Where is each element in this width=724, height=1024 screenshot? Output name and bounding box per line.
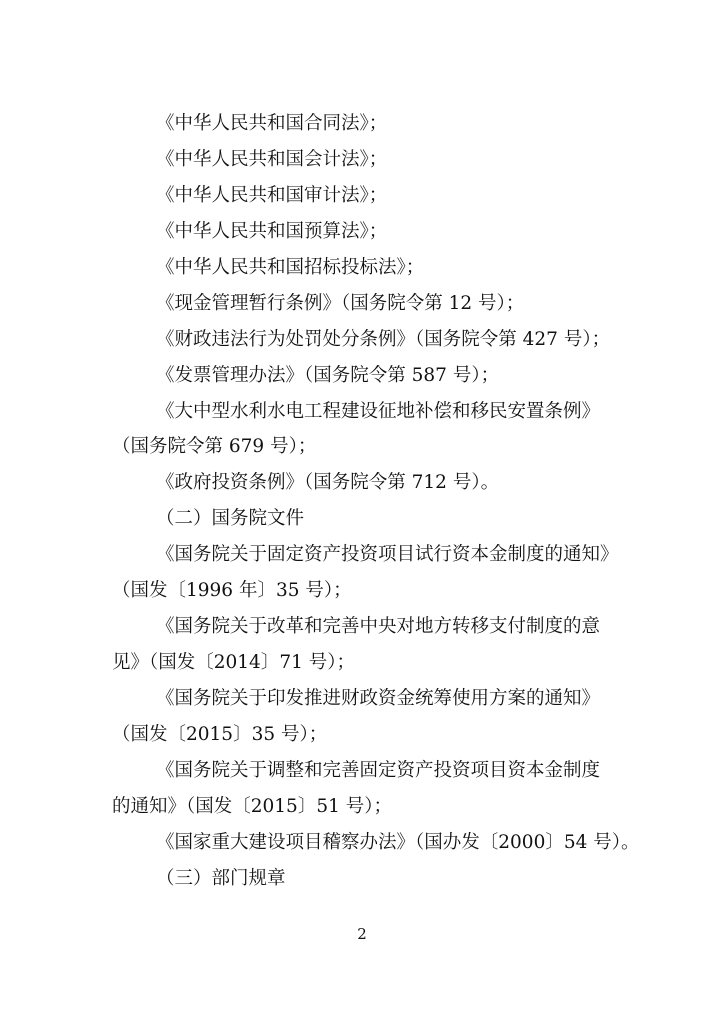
doc-capital-system-adjust: 《国务院关于调整和完善固定资产投资项目资本金制度	[156, 760, 601, 781]
law-bidding: 《中华人民共和国招标投标法》；	[156, 257, 425, 278]
regulation-cash-management: 《现金管理暂行条例》（国务院令第 12 号）；	[156, 293, 525, 314]
doc-fund-coordination-cont: （国发〔2015〕35 号）；	[112, 724, 328, 745]
law-contract: 《中华人民共和国合同法》；	[156, 113, 388, 134]
section-heading-department-rules: （三）部门规章	[156, 868, 286, 889]
regulation-government-investment: 《政府投资条例》（国务院令第 712 号）。	[156, 472, 500, 493]
regulation-hydropower-resettlement-cont: （国务院令第 679 号）；	[112, 436, 317, 457]
doc-project-inspection: 《国家重大建设项目稽察办法》（国办发〔2000〕54 号）。	[156, 832, 640, 853]
section-heading-state-council-documents: （二）国务院文件	[156, 508, 305, 529]
regulation-invoice: 《发票管理办法》（国务院令第 587 号）；	[156, 365, 500, 386]
doc-fund-coordination: 《国务院关于印发推进财政资金统筹使用方案的通知》	[156, 688, 601, 709]
doc-capital-system-trial-cont: （国发〔1996 年〕35 号）；	[112, 580, 352, 601]
law-audit: 《中华人民共和国审计法》；	[156, 185, 388, 206]
doc-capital-system-adjust-cont: 的通知》（国发〔2015〕51 号）；	[112, 796, 393, 817]
page-number: 2	[357, 925, 367, 943]
regulation-hydropower-resettlement: 《大中型水利水电工程建设征地补偿和移民安置条例》	[156, 401, 601, 422]
doc-transfer-payment-cont: 见》（国发〔2014〕71 号）；	[112, 652, 356, 673]
law-budget: 《中华人民共和国预算法》；	[156, 221, 388, 242]
regulation-fiscal-violation: 《财政违法行为处罚处分条例》（国务院令第 427 号）；	[156, 329, 611, 350]
law-accounting: 《中华人民共和国会计法》；	[156, 149, 388, 170]
doc-capital-system-trial: 《国务院关于固定资产投资项目试行资本金制度的通知》	[156, 544, 619, 565]
doc-transfer-payment: 《国务院关于改革和完善中央对地方转移支付制度的意	[156, 616, 601, 637]
